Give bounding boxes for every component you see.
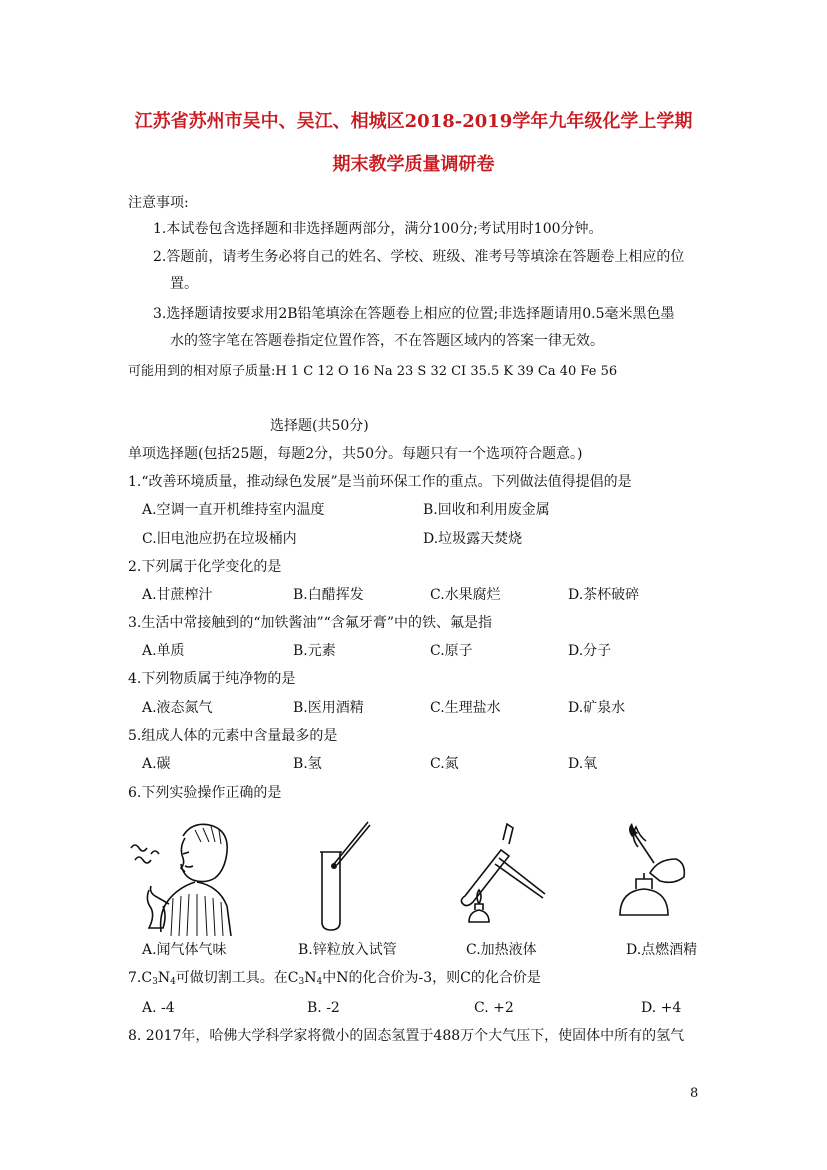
q5-option-c: C.氮	[430, 756, 459, 772]
q7-option-b: B. -2	[307, 1000, 340, 1016]
q1-option-d: D.垃圾露天焚烧	[423, 531, 523, 547]
notice-item-1: 1.本试卷包含选择题和非选择题两部分，满分100分;考试用时100分钟。	[153, 221, 603, 237]
q1-option-a: A.空调一直开机维持室内温度	[142, 502, 325, 518]
heating-liquid-illustration	[455, 818, 555, 933]
q6-stem: 6.下列实验操作正确的是	[128, 785, 282, 801]
notice-item-3-cont: 水的签字笔在答题卷指定位置作答，不在答题区域内的答案一律无效。	[170, 333, 604, 349]
alcohol-lamp-illustration	[610, 823, 695, 933]
q7-stem: $7.C_3N_4$可做切割工具。在$C_3N_4$中N的化合价为-3，则C的化合价是	[128, 970, 541, 987]
smelling-gas-illustration	[125, 818, 240, 938]
section-instruction: 单项选择题(包括25题，每题2分，共50分。每题只有一个选项符合题意。)	[128, 446, 583, 462]
q2-option-c: C.水果腐烂	[430, 587, 501, 603]
q5-option-d: D.氧	[568, 756, 598, 772]
q3-stem: 3.生活中常接触到的“加铁酱油”“含氟牙膏”中的铁、氟是指	[128, 615, 492, 631]
section-title: 选择题(共50分)	[270, 418, 369, 434]
q7-option-c: C. +2	[474, 1000, 514, 1016]
atomic-masses: 可能用到的相对原子质量:H 1 C 12 O 16 Na 23 S 32 CI 35.5 K 39 Ca 40 Fe 56	[128, 364, 618, 379]
q6-option-c: C.加热液体	[466, 942, 537, 958]
q4-stem: 4.下列物质属于纯净物的是	[128, 671, 296, 687]
q1-stem: 1.“改善环境质量，推动绿色发展”是当前环保工作的重点。下列做法值得提倡的是	[128, 474, 632, 490]
q2-stem: 2.下列属于化学变化的是	[128, 559, 282, 575]
q3-option-c: C.原子	[430, 643, 473, 659]
q2-option-d: D.茶杯破碎	[568, 587, 640, 603]
q4-option-d: D.矿泉水	[568, 700, 626, 716]
q7-option-a: A. -4	[142, 1000, 175, 1016]
notice-item-2-cont: 置。	[170, 276, 198, 292]
doc-title-line1: 江苏省苏州市吴中、吴江、相城区2018-2019学年九年级化学上学期	[134, 111, 693, 132]
q2-option-a: A.甘蔗榨汁	[142, 587, 213, 603]
q5-option-a: A.碳	[142, 756, 171, 772]
q7-option-d: D. +4	[641, 1000, 682, 1016]
notice-heading: 注意事项:	[128, 195, 189, 211]
test-tube-tweezers-illustration	[300, 818, 385, 933]
q4-option-c: C.生理盐水	[430, 700, 501, 716]
q3-option-b: B.元素	[293, 643, 336, 659]
q4-option-b: B.医用酒精	[293, 700, 364, 716]
q1-option-b: B.回收和利用废金属	[423, 502, 550, 518]
q5-option-b: B.氢	[293, 756, 322, 772]
notice-item-3: 3.选择题请按要求用2B铅笔填涂在答题卷上相应的位置;非选择题请用0.5毫米黑色墨	[153, 306, 675, 322]
q4-option-a: A.液态氮气	[142, 700, 213, 716]
q8-stem: 8. 2017年，哈佛大学科学家将微小的固态氢置于488万个大气压下，使固体中所有的氢气	[128, 1028, 685, 1044]
q3-option-a: A.单质	[142, 643, 185, 659]
q6-option-b: B.锌粒放入试管	[298, 942, 397, 958]
q5-stem: 5.组成人体的元素中含量最多的是	[128, 728, 338, 744]
notice-item-2: 2.答题前，请考生务必将自己的姓名、学校、班级、准考号等填涂在答题卷上相应的位	[153, 249, 685, 265]
q3-option-d: D.分子	[568, 643, 612, 659]
q6-option-d: D.点燃酒精	[626, 942, 698, 958]
q6-option-a: A.闻气体气味	[142, 942, 227, 958]
q2-option-b: B.白醋挥发	[293, 587, 364, 603]
doc-title-line2: 期末教学质量调研卷	[332, 154, 495, 175]
page-number: 8	[690, 1086, 699, 1101]
q1-option-c: C.旧电池应扔在垃圾桶内	[142, 531, 297, 547]
